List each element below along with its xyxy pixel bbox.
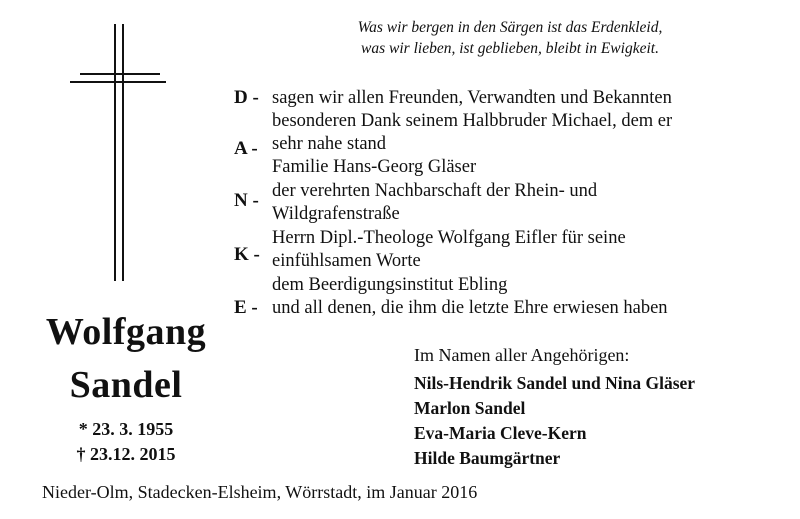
deceased-last-name: Sandel: [69, 364, 183, 406]
location-date-footer: Nieder-Olm, Stadecken-Elsheim, Wörrstadt, im Januar 2016: [42, 482, 478, 502]
thanks-line: der verehrten Nachbarschaft der Rhein- und: [272, 181, 598, 201]
thanks-line: Wildgrafenstraße: [272, 204, 400, 224]
acrostic-letter-d: D -: [234, 87, 259, 108]
cross-horizontal-line-top: [80, 73, 160, 75]
cross-horizontal-line-bottom: [70, 81, 166, 83]
relatives-intro: Im Namen aller Angehörigen:: [414, 345, 630, 365]
acrostic-letter-k: K -: [234, 244, 260, 265]
relative-name: Marlon Sandel: [414, 398, 526, 418]
cross-vertical-line-left: [114, 24, 116, 281]
acrostic-letter-n: N -: [234, 190, 259, 211]
relative-name: Nils-Hendrik Sandel und Nina Gläser: [414, 373, 696, 393]
birth-date: * 23. 3. 1955: [78, 419, 174, 439]
relative-name: Eva-Maria Cleve-Kern: [414, 423, 587, 443]
thanks-line: sagen wir allen Freunden, Verwandten und Bekannten: [272, 88, 672, 108]
death-date: † 23.12. 2015: [76, 444, 176, 464]
thanks-line: und all denen, die ihm die letzte Ehre erwiesen haben: [272, 298, 668, 318]
thanks-line: besonderen Dank seinem Halbbruder Michael, dem er: [272, 111, 673, 131]
deceased-first-name: Wolfgang: [45, 311, 207, 353]
quote-line-2: was wir lieben, ist geblieben, bleibt in Ewigkeit.: [361, 40, 659, 57]
acrostic-letter-a: A -: [234, 138, 258, 159]
memorial-quote: [290, 17, 730, 59]
quote-line-1: Was wir bergen in den Särgen ist das Erdenkleid,: [357, 19, 663, 36]
cross-vertical-line-right: [122, 24, 124, 281]
thanks-line: sehr nahe stand: [272, 134, 387, 154]
thanks-line: einfühlsamen Worte: [272, 251, 421, 271]
acrostic-letter-e: E -: [234, 297, 258, 318]
relative-name: Hilde Baumgärtner: [414, 448, 561, 468]
thanks-line: Herrn Dipl.-Theologe Wolfgang Eifler für seine: [272, 228, 626, 248]
thanks-line: Familie Hans-Georg Gläser: [272, 157, 477, 177]
thanks-line: dem Beerdigungsinstitut Ebling: [272, 275, 508, 295]
